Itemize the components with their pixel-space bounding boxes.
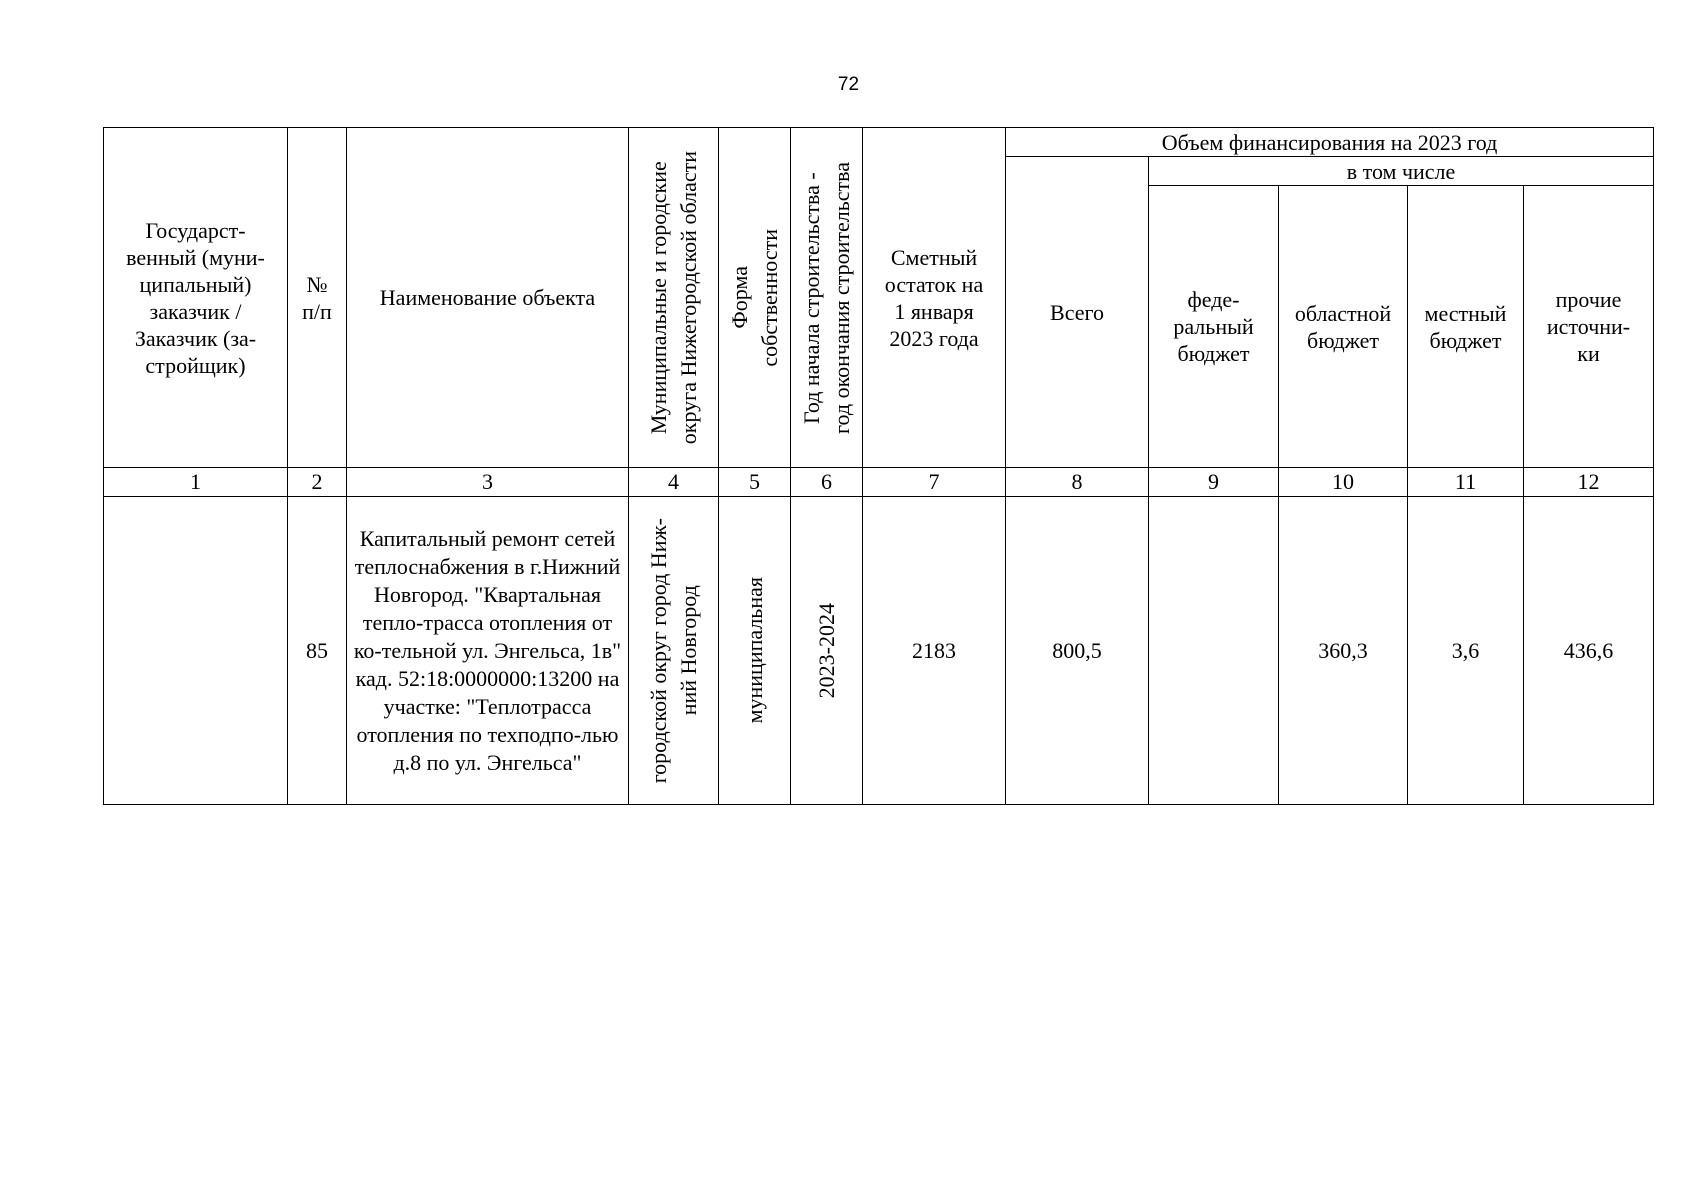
header-years: Год начала строительства - год окончания строительства: [791, 128, 863, 468]
row-local-cell: 3,6: [1408, 497, 1524, 805]
header-funding-group: Объем финансирования на 2023 год: [1006, 128, 1654, 157]
row-estimate-balance-cell: 2183: [863, 497, 1006, 805]
header-num: № п/п: [288, 128, 347, 468]
header-object-name: Наименование объекта: [347, 128, 629, 468]
row-total-cell: 800,5: [1006, 497, 1149, 805]
column-number: 3: [347, 468, 629, 497]
column-number: 1: [104, 468, 288, 497]
row-num-cell: 85: [288, 497, 347, 805]
row-years-cell: 2023-2024: [791, 497, 863, 805]
column-number-row: [104, 468, 1654, 497]
column-number: 7: [863, 468, 1006, 497]
header-local: местный бюджет: [1408, 186, 1524, 468]
header-regional: областной бюджет: [1279, 186, 1408, 468]
column-number: 5: [719, 468, 791, 497]
header-estimate-balance: Сметный остаток на 1 января 2023 года: [863, 128, 1006, 468]
column-number: 12: [1524, 468, 1654, 497]
header-federal: феде- ральный бюджет: [1149, 186, 1279, 468]
header-total: Всего: [1006, 157, 1149, 468]
column-number: 2: [288, 468, 347, 497]
header-ownership: Форма собственности: [719, 128, 791, 468]
header-row-1: [104, 128, 1654, 157]
column-number: 10: [1279, 468, 1408, 497]
header-municipality: Муниципальные и городские округа Нижегородской области: [629, 128, 719, 468]
page-number: 72: [837, 74, 860, 95]
row-customer-cell: [104, 497, 288, 805]
row-object-name-cell: Капитальный ремонт сетей теплоснабжения в г.Нижний Новгород. "Квартальная тепло-трасса отопления от ко-тельной ул. Энгельса, 1в" кад. 52:18:0000000:13200 на участке: "Теплотрасса отопления по техподпо-лью д.8 по ул. Энгельса": [347, 497, 629, 805]
financing-table: [103, 127, 1654, 805]
row-regional-cell: 360,3: [1279, 497, 1408, 805]
table-row: [104, 497, 1654, 805]
column-number: 8: [1006, 468, 1149, 497]
column-number: 4: [629, 468, 719, 497]
row-municipality-cell: городской округ город Ниж- ний Новгород: [629, 497, 719, 805]
column-number: 9: [1149, 468, 1279, 497]
column-number: 11: [1408, 468, 1524, 497]
row-ownership-cell: муниципальная: [719, 497, 791, 805]
header-including: в том числе: [1149, 157, 1654, 186]
row-federal-cell: [1149, 497, 1279, 805]
header-other: прочие источни- ки: [1524, 186, 1654, 468]
row-other-cell: 436,6: [1524, 497, 1654, 805]
column-number: 6: [791, 468, 863, 497]
header-customer: Государст- венный (муни- ципальный) заказчик / Заказчик (за- стройщик): [104, 128, 288, 468]
